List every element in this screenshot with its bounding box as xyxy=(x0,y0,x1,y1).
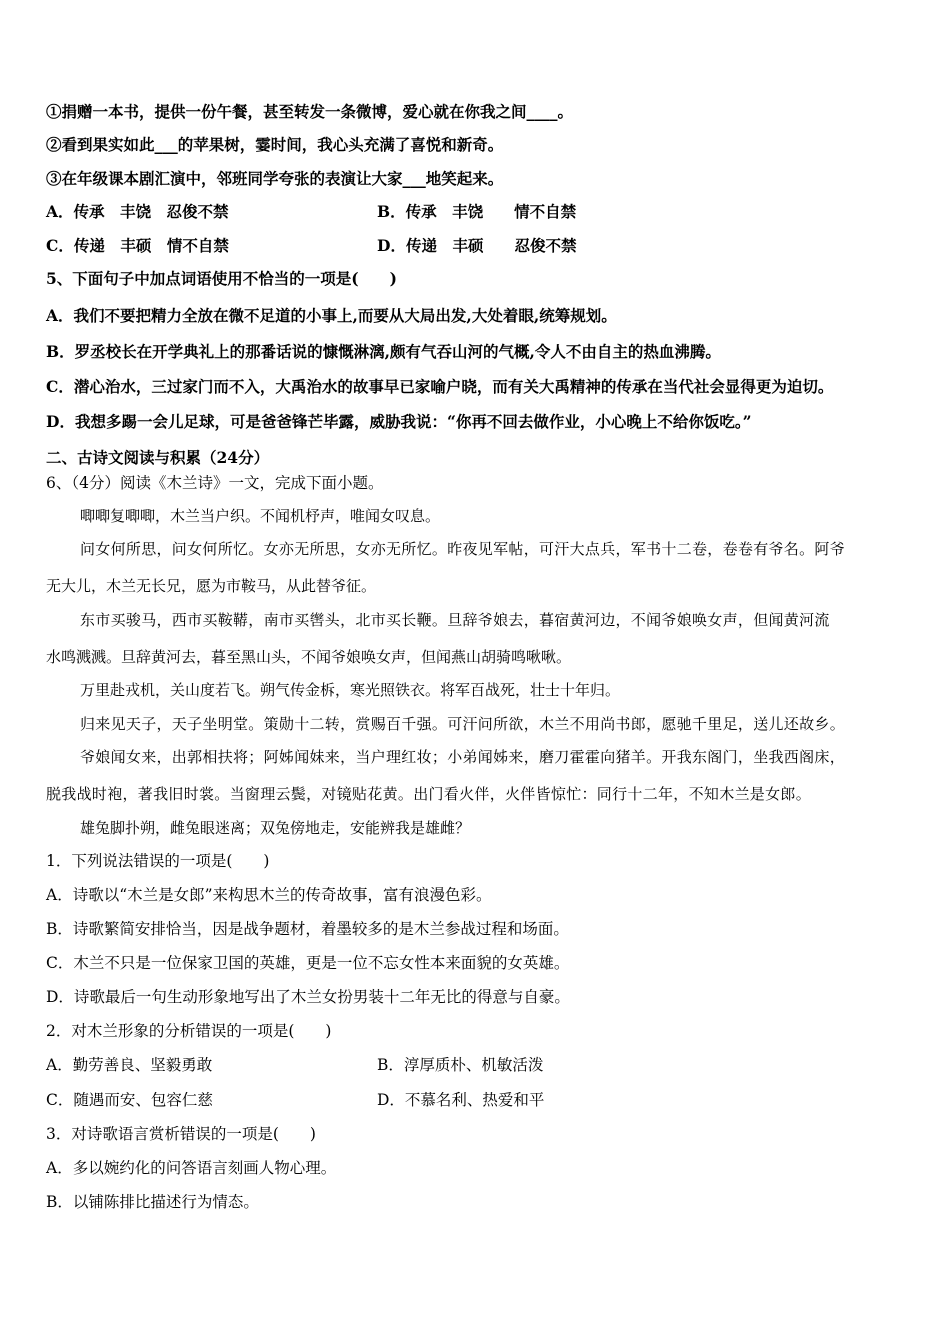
sub2-option-c: C．随遇而安、包容仁慈 xyxy=(46,1091,213,1109)
poem-line: 万里赴戎机，关山度若飞。朔气传金柝，寒光照铁衣。将军百战死，壮士十年归。 xyxy=(80,681,621,699)
sub1-option-b: B．诗歌繁简安排恰当，因是战争题材，着墨较多的是木兰参战过程和场面。 xyxy=(46,920,569,938)
q5-stem: 5、下面句子中加点词语使用不恰当的一项是( ) xyxy=(46,269,397,288)
sub3-option-a: A．多以婉约化的问答语言刻画人物心理。 xyxy=(46,1159,337,1177)
q4-option-b: B．传承 丰饶 情不自禁 xyxy=(377,202,577,221)
q4-item-1: ①捐赠一本书，提供一份午餐，甚至转发一条微博，爱心就在你我之间____。 xyxy=(46,102,574,121)
poem-line: 归来见天子，天子坐明堂。策勋十二转，赏赐百千强。可汗问所欲，木兰不用尚书郎，愿驰千里足，送儿还故乡。 xyxy=(80,715,846,733)
poem-line: 水鸣溅溅。旦辞黄河去，暮至黑山头，不闻爷娘唤女声，但闻燕山胡骑鸣啾啾。 xyxy=(46,648,572,666)
q4-option-d: D．传递 丰硕 忍俊不禁 xyxy=(377,236,577,255)
poem-line: 唧唧复唧唧，木兰当户织。不闻机杼声，唯闻女叹息。 xyxy=(80,507,441,525)
poem-line: 雄兔脚扑朔，雌兔眼迷离；双兔傍地走，安能辨我是雄雌？ xyxy=(80,819,471,837)
section-2-title: 二、古诗文阅读与积累（24分） xyxy=(46,448,270,467)
q4-item-2: ②看到果实如此___的苹果树，霎时间，我心头充满了喜悦和新奇。 xyxy=(46,135,504,154)
q5-option-c: C．潜心治水，三过家门而不入，大禹治水的故事早已家喻户晓，而有关大禹精神的传承在当代社会显得更为迫切。 xyxy=(46,377,834,396)
poem-line: 问女何所思，问女何所忆。女亦无所思，女亦无所忆。昨夜见军帖，可汗大点兵，军书十二卷，卷卷有爷名。阿爷 xyxy=(80,540,846,558)
q5-option-b: B．罗丞校长在开学典礼上的那番话说的慷慨淋漓,颇有气吞山河的气概,令人不由自主的热血沸腾。 xyxy=(46,342,721,361)
q4-option-c: C．传递 丰硕 情不自禁 xyxy=(46,236,229,255)
poem-line: 爷娘闻女来，出郭相扶将；阿姊闻妹来，当户理红妆；小弟闻姊来，磨刀霍霍向猪羊。开我东阁门，坐我西阁床， xyxy=(80,748,846,766)
poem-line: 脱我战时袍，著我旧时裳。当窗理云鬓，对镜贴花黄。出门看火伴，火伴皆惊忙：同行十二年，不知木兰是女郎。 xyxy=(46,785,812,803)
poem-line: 无大儿，木兰无长兄，愿为市鞍马，从此替爷征。 xyxy=(46,577,377,595)
sub2-option-d: D．不慕名利、热爱和平 xyxy=(377,1091,545,1109)
poem-line: 东市买骏马，西市买鞍鞯，南市买辔头，北市买长鞭。旦辞爷娘去，暮宿黄河边，不闻爷娘唤女声，但闻黄河流 xyxy=(80,611,830,629)
sub1-option-d: D．诗歌最后一句生动形象地写出了木兰女扮男装十二年无比的得意与自豪。 xyxy=(46,988,570,1006)
sub2-option-b: B．淳厚质朴、机敏活泼 xyxy=(377,1056,544,1074)
q5-option-d: D．我想多踢一会儿足球，可是爸爸锋芒毕露，威胁我说：“你再不回去做作业，小心晚上不给你饭吃。” xyxy=(46,412,752,431)
q4-option-a: A．传承 丰饶 忍俊不禁 xyxy=(46,202,229,221)
sub3-stem: 3．对诗歌语言赏析错误的一项是( ) xyxy=(46,1125,316,1143)
sub1-option-a: A．诗歌以“木兰是女郎”来构思木兰的传奇故事，富有浪漫色彩。 xyxy=(46,886,492,904)
sub1-option-c: C．木兰不只是一位保家卫国的英雄，更是一位不忘女性本来面貌的女英雄。 xyxy=(46,954,570,972)
sub2-stem: 2．对木兰形象的分析错误的一项是( ) xyxy=(46,1022,332,1040)
q6-stem: 6、（4分）阅读《木兰诗》一文，完成下面小题。 xyxy=(46,474,384,492)
sub1-stem: 1．下列说法错误的一项是( ) xyxy=(46,852,270,870)
q5-option-a: A．我们不要把精力全放在微不足道的小事上,而要从大局出发,大处着眼,统筹规划。 xyxy=(46,306,617,325)
sub3-option-b: B．以铺陈排比描述行为情态。 xyxy=(46,1193,259,1211)
q4-item-3: ③在年级课本剧汇演中，邻班同学夸张的表演让大家___地笑起来。 xyxy=(46,169,504,188)
sub2-option-a: A．勤劳善良、坚毅勇敢 xyxy=(46,1056,213,1074)
